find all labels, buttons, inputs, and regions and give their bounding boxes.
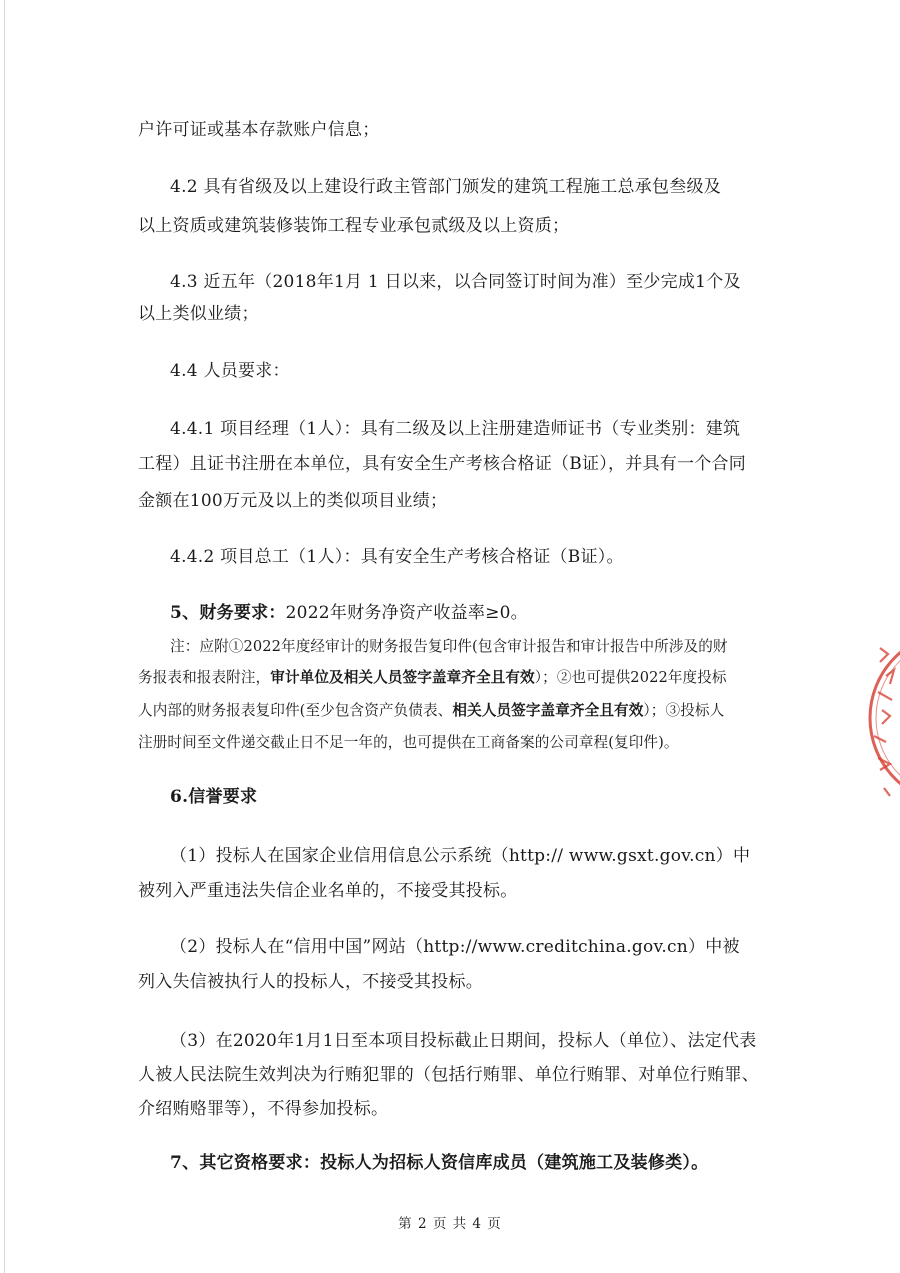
text-line-7: 4.4.1 项目经理（1人）：具有二级及以上注册建造师证书（专业类别：建筑 <box>170 419 741 439</box>
section-6-heading: 6.信誉要求 <box>170 787 258 807</box>
note-line-2 <box>138 667 727 689</box>
text-line-8: 工程）且证书注册在本单位，具有安全生产考核合格证（B证），并具有一个合同 <box>138 454 746 474</box>
red-seal-stamp <box>866 618 900 818</box>
text-line-27: 人被人民法院生效判决为行贿犯罪的（包括行贿罪、单位行贿罪、对单位行贿罪、 <box>138 1065 759 1085</box>
text-line-4: 4.3 近五年（2018年1月 1 日以来，以合同签订时间为准）至少完成1个及 <box>170 272 741 292</box>
section-7-heading: 7、其它资格要求：投标人为招标人资信库成员（建筑施工及装修类）。 <box>170 1153 709 1173</box>
note-line-1: 注：应附①2022年度经审计的财务报告复印件(包含审计报告和审计报告中所涉及的财 <box>170 638 728 655</box>
page-number-footer: 第 2 页 共 4 页 <box>398 1216 502 1232</box>
text-line-28: 介绍贿赂罪等），不得参加投标。 <box>138 1099 389 1119</box>
text-line-2: 4.2 具有省级及以上建设行政主管部门颁发的建筑工程施工总承包叁级及 <box>170 177 721 197</box>
section-5-heading: 5、财务要求： <box>170 603 286 623</box>
text-line-11 <box>170 602 528 624</box>
note-line-4: 注册时间至文件递交截止日不足一年的，也可提供在工商备案的公司章程(复印件)。 <box>138 734 679 751</box>
text-line-10: 4.4.2 项目总工（1人）：具有安全生产考核合格证（B证）。 <box>170 547 624 567</box>
note-emphasis: 相关人员签字盖章齐全且有效 <box>452 702 644 719</box>
text-line-23: 被列入严重违法失信企业名单的，不接受其投标。 <box>138 881 518 901</box>
text-line-22: （1）投标人在国家企业信用信息公示系统（http:// www.gsxt.gov.cn）中 <box>170 846 751 866</box>
note-text: ）；②也可提供2022年度投标 <box>534 669 727 686</box>
text-line-25: 列入失信被执行人的投标人，不接受其投标。 <box>138 972 483 992</box>
text-line-1: 户许可证或基本存款账户信息； <box>138 120 380 140</box>
text-line-24: （2）投标人在“信用中国”网站（http://www.creditchina.gov.cn）中被 <box>170 937 740 957</box>
text-line-6: 4.4 人员要求： <box>170 361 290 381</box>
text-line-26: （3）在2020年1月1日至本项目投标截止日期间，投标人（单位）、法定代表 <box>170 1031 757 1051</box>
note-text: ）；③投标人 <box>643 702 725 719</box>
note-emphasis: 审计单位及相关人员签字盖章齐全且有效 <box>270 669 535 686</box>
section-5-text: 2022年财务净资产收益率≥0。 <box>285 603 528 623</box>
note-line-3 <box>138 700 724 722</box>
note-text: 务报表和报表附注， <box>138 669 271 686</box>
text-line-3: 以上资质或建筑装修装饰工程专业承包贰级及以上资质； <box>138 216 570 236</box>
text-line-9: 金额在100万元及以上的类似项目业绩； <box>138 491 448 511</box>
text-line-5: 以上类似业绩； <box>138 304 259 324</box>
scan-edge-line <box>4 0 5 1273</box>
note-text: 人内部的财务报表复印件(至少包含资产负债表、 <box>138 702 453 719</box>
